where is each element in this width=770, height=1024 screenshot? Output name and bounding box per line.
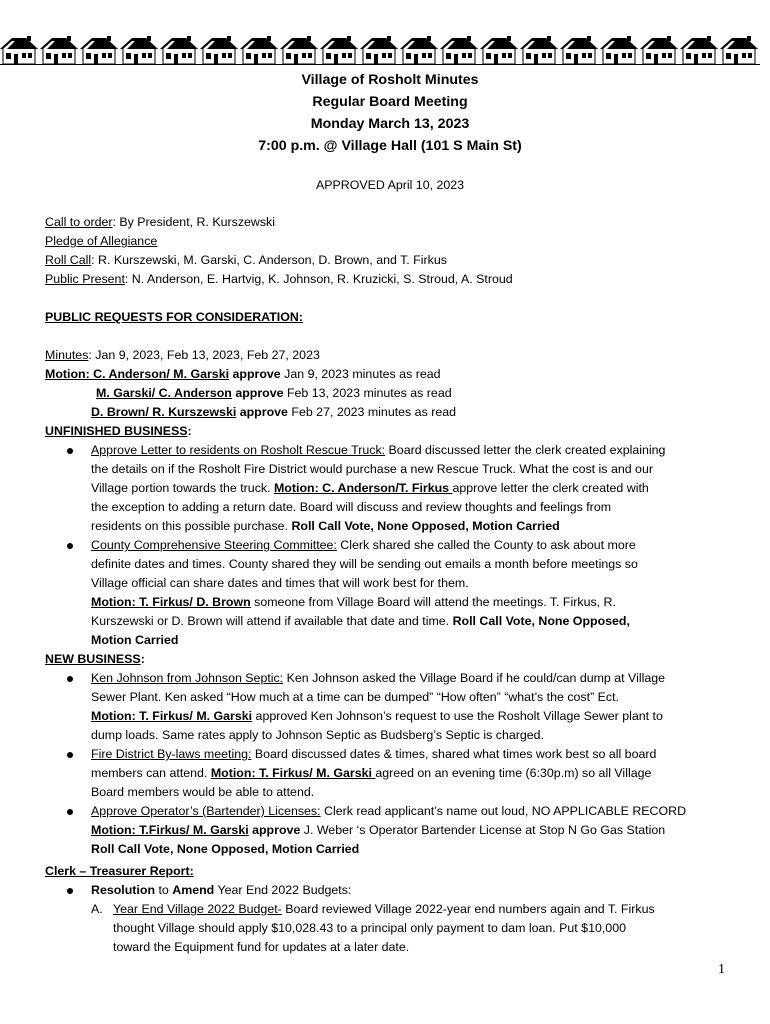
motion-label: Motion: C. Anderson/T. Firkus: [273, 481, 453, 495]
item-text: members can attend.: [91, 766, 211, 780]
approve-word: approve: [231, 386, 284, 400]
section-heading: NEW BUSINESS: [45, 652, 141, 666]
item-text: Clerk shared she called the County to ask about more: [336, 538, 636, 552]
item-text: the exception to adding a return date. Board will discuss and review thoughts and feelings from: [91, 500, 612, 514]
item-text: approve letter the clerk created with: [452, 481, 649, 495]
motion-text: Feb 13, 2023 minutes as read: [283, 386, 452, 400]
item-title: Fire District By-laws meeting:: [91, 747, 252, 761]
roll-call-text: : R. Kurszewski, M. Garski, C. Anderson, D. Brown, and T. Firkus: [91, 253, 447, 267]
page-number: 1: [718, 962, 725, 977]
new-business-section: [45, 650, 735, 859]
title-line: Village of Rosholt Minutes: [301, 72, 479, 88]
bullet-icon: [67, 543, 73, 549]
item-title: Year End Village 2022 Budget-: [113, 902, 282, 916]
approve-word: approve: [229, 367, 281, 381]
item-title: Ken Johnson from Johnson Septic:: [91, 671, 284, 685]
item-text: J. Weber ‘s Operator Bartender License at Stop N Go Gas Station: [300, 823, 666, 837]
item-text: Kurszewski or D. Brown will attend if available that date and time.: [91, 614, 453, 628]
document-title: [45, 69, 735, 157]
motion-label: Motion: T. Firkus/ M. Garski: [210, 766, 376, 780]
item-text: definite dates and times. County shared they will be sending out emails a month before meetings so: [91, 557, 638, 571]
list-item: [45, 802, 735, 859]
item-title: Approve Operator’s (Bartender) Licenses:: [91, 804, 321, 818]
pledge-label: Pledge of Allegiance: [45, 234, 158, 248]
public-requests-heading: [45, 308, 735, 327]
item-text: Board reviewed Village 2022-year end numbers again and T. Firkus: [281, 902, 655, 916]
resolution-word: Resolution: [91, 883, 156, 897]
item-text: Village portion towards the truck.: [91, 481, 274, 495]
motion-label: Motion: T.Firkus/ M. Garski: [91, 823, 249, 837]
title-line: Monday March 13, 2023: [310, 116, 470, 132]
item-text: Village official can share dates and times that will work best for them.: [91, 576, 469, 590]
item-title: County Comprehensive Steering Committee:: [91, 538, 337, 552]
item-text: approved Ken Johnson’s request to use the Rosholt Village Sewer plant to: [252, 709, 663, 723]
minutes-dates: : Jan 9, 2023, Feb 13, 2023, Feb 27, 2023: [88, 348, 320, 362]
motion-label: D. Brown/ R. Kurszewski: [91, 405, 237, 419]
list-item: [45, 536, 735, 650]
bullet-icon: [67, 809, 73, 815]
opening-section: [45, 213, 735, 289]
sub-list-item: [45, 900, 735, 957]
public-present-text: : N. Anderson, E. Hartvig, K. Johnson, R. Kruzicki, S. Stroud, A. Stroud: [124, 272, 513, 286]
vote-result: Motion Carried: [91, 633, 179, 647]
item-text: Board discussed letter the clerk created explaining: [385, 443, 666, 457]
list-item: [45, 881, 735, 900]
motion-label: M. Garski/ C. Anderson: [96, 386, 232, 400]
list-item: [45, 441, 735, 536]
item-text: toward the Equipment fund for updates at a later date.: [113, 940, 410, 954]
section-heading: PUBLIC REQUESTS FOR CONSIDERATION:: [45, 310, 303, 324]
bullet-icon: [67, 752, 73, 758]
section-heading: Clerk – Treasurer Report:: [45, 864, 194, 878]
list-item: [45, 745, 735, 802]
heading-colon: :: [140, 652, 145, 666]
public-present-label: Public Present: [45, 272, 125, 286]
motion-label: Motion: C. Anderson/ M. Garski: [45, 367, 230, 381]
item-text: residents on this possible purchase.: [91, 519, 292, 533]
item-text: dump loads. Same rates apply to Johnson Septic as Budsberg’s Septic is charged.: [91, 728, 544, 742]
approval-note: APPROVED April 10, 2023: [315, 178, 465, 192]
approve-word: approve: [248, 823, 301, 837]
item-text: to: [155, 883, 173, 897]
motion-label: Motion: T. Firkus/ M. Garski: [91, 709, 253, 723]
heading-colon: :: [187, 424, 192, 438]
vote-result: Roll Call Vote, None Opposed, Motion Carried: [291, 519, 560, 533]
item-text: Year End 2022 Budgets:: [214, 883, 352, 897]
unfinished-business-section: [45, 422, 735, 650]
motion-text: Feb 27, 2023 minutes as read: [287, 405, 457, 419]
clerk-treasurer-section: [45, 862, 735, 957]
item-text: Board members would be able to attend.: [91, 785, 315, 799]
title-line: Regular Board Meeting: [312, 94, 468, 110]
item-text: Clerk read applicant’s name out loud, NO APPLICABLE RECORD: [320, 804, 687, 818]
item-text: Board discussed dates & times, shared what times work best so all board: [251, 747, 657, 761]
section-heading: UNFINISHED BUSINESS: [45, 424, 188, 438]
item-text: the details on if the Rosholt Fire District would purchase a new Rescue Truck. What the cost is and our: [91, 462, 653, 476]
minutes-section: [45, 346, 735, 422]
amend-word: Amend: [172, 883, 215, 897]
sub-item-letter: A.: [91, 902, 103, 916]
call-to-order-label: Call to order: [45, 215, 113, 229]
item-text: someone from Village Board will attend the meetings. T. Firkus, R.: [250, 595, 616, 609]
motion-text: Jan 9, 2023 minutes as read: [280, 367, 441, 381]
bullet-icon: [67, 448, 73, 454]
motion-label: Motion: T. Firkus/ D. Brown: [91, 595, 251, 609]
list-item: [45, 669, 735, 745]
item-text: Ken Johnson asked the Village Board if he could/can dump at Village: [283, 671, 666, 685]
bullet-icon: [67, 888, 73, 894]
house-border-decoration: [0, 36, 770, 66]
minutes-label: Minutes: [45, 348, 89, 362]
roll-call-label: Roll Call: [45, 253, 92, 267]
item-text: Sewer Plant. Ken asked “How much at a time can be dumped” “How often” “what’s the cost” Ect.: [91, 690, 619, 704]
item-text: thought Village should apply $10,028.43 to a principal only payment to dam loan. Put $10,000: [113, 921, 626, 935]
call-to-order-text: : By President, R. Kurszewski: [112, 215, 276, 229]
item-text: agreed on an evening time (6:30p.m) so all Village: [375, 766, 652, 780]
title-line: 7:00 p.m. @ Village Hall (101 S Main St): [258, 138, 522, 154]
vote-result: Roll Call Vote, None Opposed, Motion Carried: [91, 842, 360, 856]
approve-word: approve: [236, 405, 288, 419]
vote-result: Roll Call Vote, None Opposed,: [452, 614, 630, 628]
item-title: Approve Letter to residents on Rosholt Rescue Truck:: [91, 443, 386, 457]
bullet-icon: [67, 676, 73, 682]
